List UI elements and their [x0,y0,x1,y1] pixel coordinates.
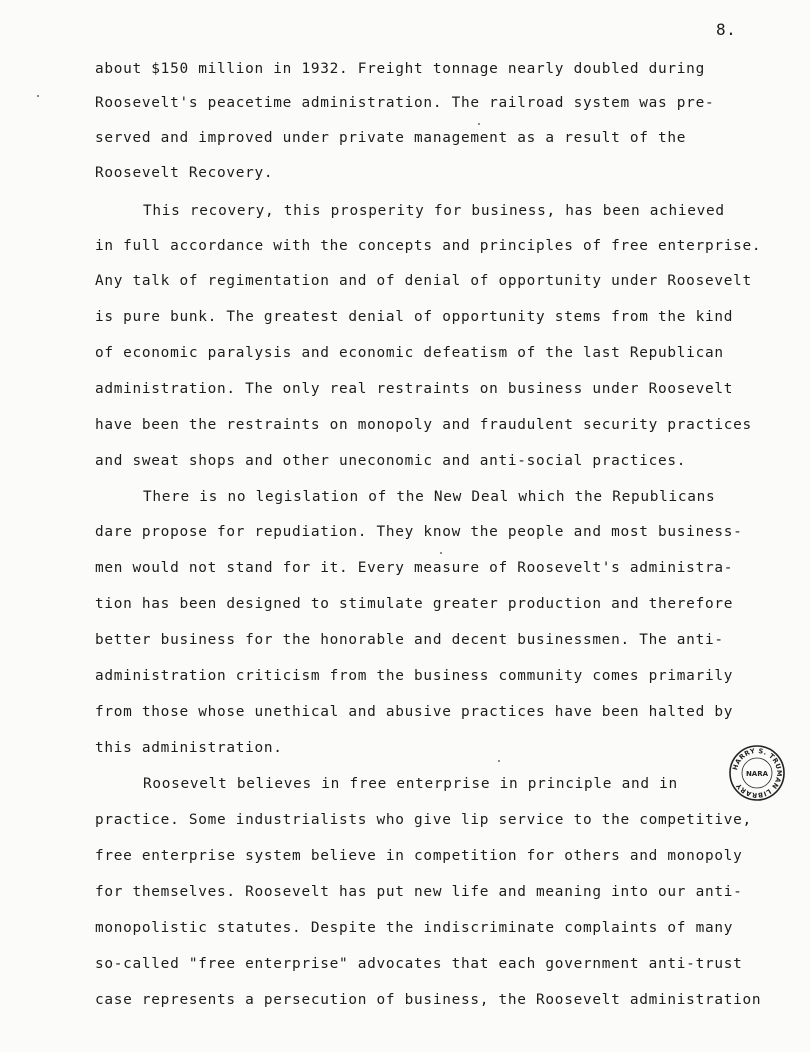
scan-speck [498,760,500,762]
stamp-center-text: NARA [745,770,769,778]
text-line: dare propose for repudiation. They know the people and most business- [95,524,743,540]
text-line: There is no legislation of the New Deal which the Republicans [143,489,716,505]
text-line: served and improved under private management as a result of the [95,130,687,146]
text-line: and sweat shops and other uneconomic and anti-social practices. [95,453,687,469]
text-line: have been the restraints on monopoly and fraudulent security practices [95,417,752,433]
text-line: from those whose unethical and abusive practices have been halted by [95,704,734,720]
text-line: for themselves. Roosevelt has put new life and meaning into our anti- [95,884,743,900]
text-line: case represents a persecution of business, the Roosevelt administration [95,992,762,1008]
text-line: administration criticism from the business community comes primarily [95,668,734,684]
scan-speck [478,123,480,125]
text-line: men would not stand for it. Every measure of Roosevelt's administra- [95,560,734,576]
text-line: of economic paralysis and economic defeatism of the last Republican [95,345,724,361]
text-line: practice. Some industrialists who give lip service to the competitive, [95,812,752,828]
text-line: Roosevelt Recovery. [95,165,274,181]
library-seal-stamp [728,744,786,802]
text-line: Roosevelt's peacetime administration. The railroad system was pre- [95,95,715,111]
text-line: is pure bunk. The greatest denial of opportunity stems from the kind [95,309,734,325]
text-line: in full accordance with the concepts and principles of free enterprise. [95,238,762,254]
text-line: this administration. [95,740,283,756]
stamp-ring-text: HARRY S. TRUMAN LIBRARY [731,746,784,800]
text-line: free enterprise system believe in competition for others and monopoly [95,848,743,864]
text-line: better business for the honorable and decent businessmen. The anti- [95,632,724,648]
text-line: administration. The only real restraints on business under Roosevelt [95,381,734,397]
text-line: This recovery, this prosperity for business, has been achieved [143,203,725,219]
text-line: so-called "free enterprise" advocates that each government anti-trust [95,956,743,972]
text-line: Roosevelt believes in free enterprise in principle and in [143,776,678,792]
text-line: monopolistic statutes. Despite the indiscriminate complaints of many [95,920,734,936]
text-line: tion has been designed to stimulate greater production and therefore [95,596,734,612]
page-number: 8. [716,20,737,39]
text-line: Any talk of regimentation and of denial of opportunity under Roosevelt [95,273,752,289]
scan-speck [37,95,39,97]
scan-speck [440,552,442,554]
text-line: about $150 million in 1932. Freight tonnage nearly doubled during [95,61,705,77]
